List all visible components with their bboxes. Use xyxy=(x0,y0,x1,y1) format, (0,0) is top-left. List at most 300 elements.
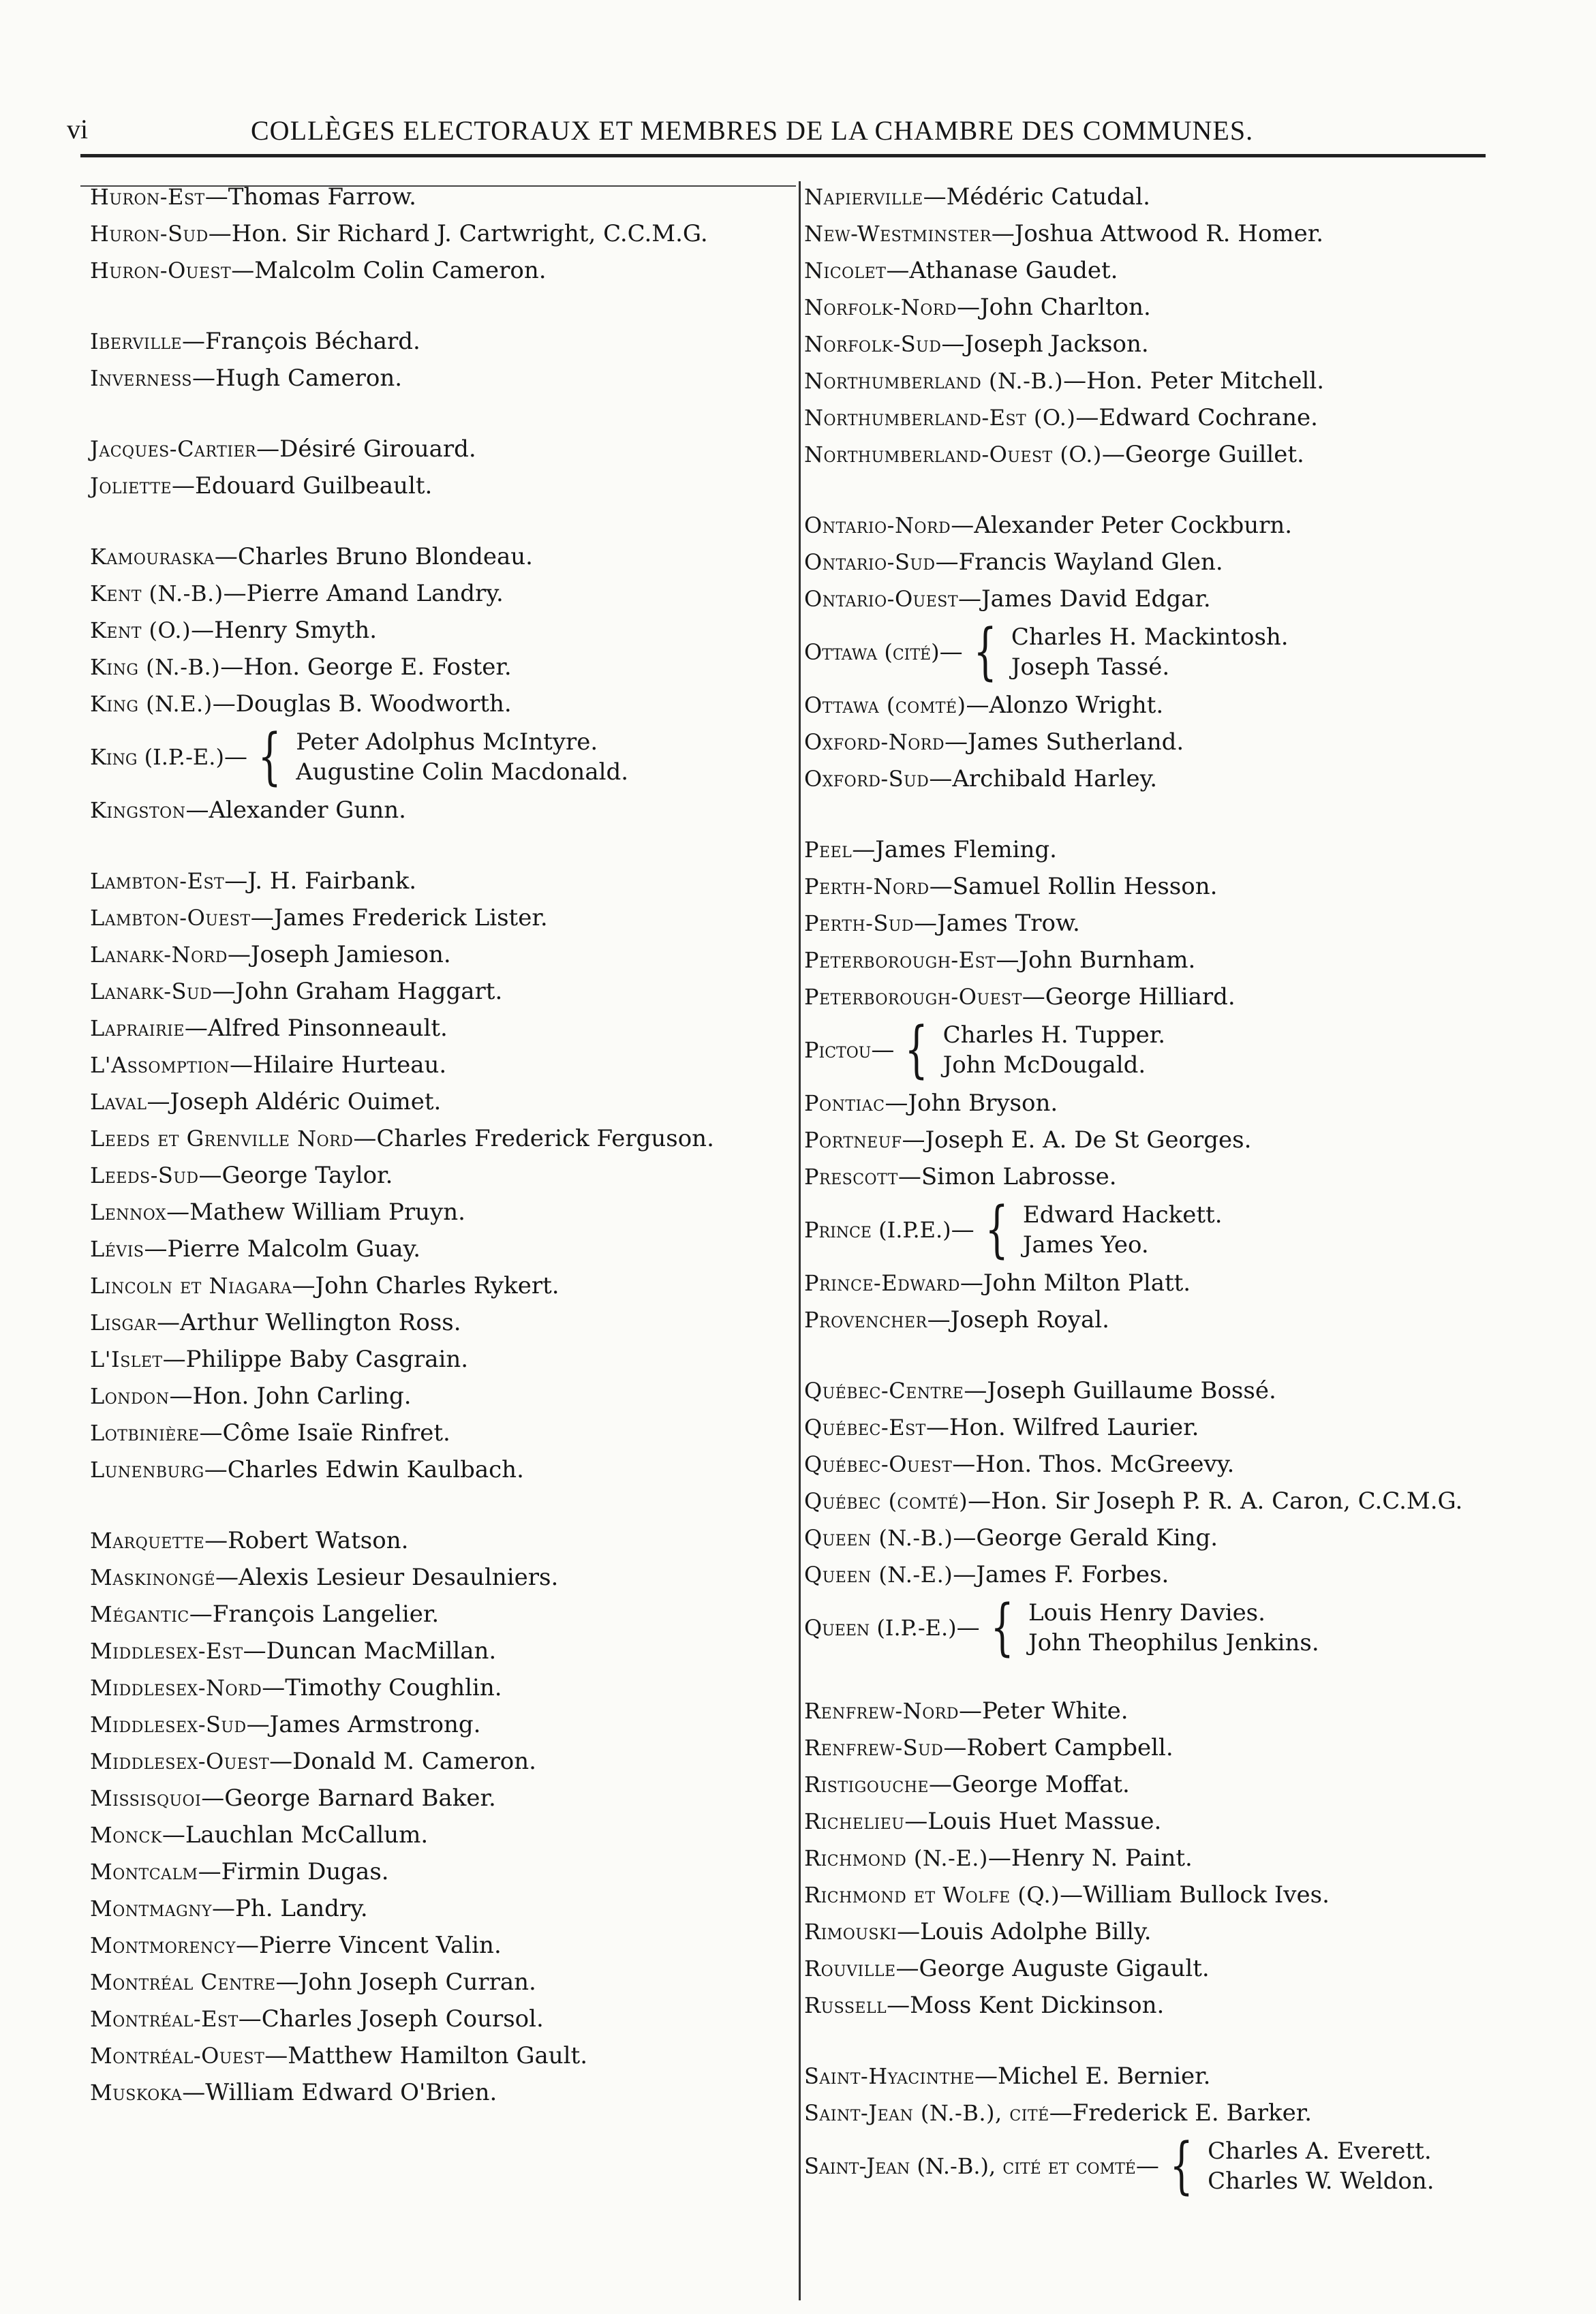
constituency-name: Queen (I.P.-E.) xyxy=(804,1615,957,1641)
member-name: Lauchlan McCallum. xyxy=(185,1821,429,1849)
running-title: COLLÈGES ELECTORAUX ET MEMBRES DE LA CHAMBRE DES COMMUNES. xyxy=(251,115,1254,146)
member-name: Simon Labrosse. xyxy=(921,1163,1117,1190)
letter-group xyxy=(804,179,1554,473)
member-name: Côme Isaïe Rinfret. xyxy=(222,1419,450,1447)
constituency-name: Maskinongé xyxy=(90,1564,216,1590)
member-name: Louis Huet Massue. xyxy=(927,1808,1162,1835)
dash-separator xyxy=(185,797,209,824)
dash-separator xyxy=(228,941,251,968)
brace: { xyxy=(904,1014,929,1085)
brace: { xyxy=(258,721,281,792)
constituency-name: Prince-Edward xyxy=(804,1270,960,1296)
constituency-name: Québec (comté) xyxy=(804,1488,968,1514)
constituency-entry xyxy=(804,1519,1554,1556)
constituency-name: Kent (O.) xyxy=(90,617,191,643)
constituency-name: Rouville xyxy=(804,1956,896,1981)
member-names xyxy=(1023,1200,1223,1260)
constituency-entry xyxy=(804,831,1554,868)
page-number: vi xyxy=(67,114,89,144)
dash-separator xyxy=(964,1377,987,1404)
dash-separator xyxy=(243,1637,266,1665)
dash-separator xyxy=(163,1346,186,1373)
dash-separator xyxy=(951,512,974,539)
constituency-entry xyxy=(804,905,1554,942)
member-name: Archibald Harley. xyxy=(952,765,1158,792)
member-name: Augustine Colin Macdonald. xyxy=(296,758,629,786)
constituency-name: Leeds et Grenville Nord xyxy=(90,1126,354,1152)
constituency-name: Saint-Hyacinthe xyxy=(804,2063,975,2089)
member-name: James Yeo. xyxy=(1022,1231,1149,1259)
dash-separator xyxy=(952,1451,975,1478)
constituency-entry xyxy=(90,1780,785,1817)
dash-separator xyxy=(1102,441,1125,468)
member-name: François Béchard. xyxy=(205,328,420,355)
constituency-entry xyxy=(90,1194,785,1231)
constituency-entry xyxy=(90,973,785,1010)
dash-separator: — xyxy=(956,1614,980,1641)
dash-separator xyxy=(199,1162,222,1189)
constituency-entry xyxy=(90,1304,785,1341)
constituency-entry xyxy=(90,792,785,829)
constituency-name: Laval xyxy=(90,1089,147,1115)
constituency-name: Leeds-Sud xyxy=(90,1162,199,1188)
constituency-entry xyxy=(90,1267,785,1304)
letter-group xyxy=(804,1372,1554,1663)
dash-separator xyxy=(162,1821,185,1849)
member-name: Hon. George E. Foster. xyxy=(243,653,512,681)
member-name: Hon. Wilfred Laurier. xyxy=(949,1414,1199,1441)
constituency-name: Provencher xyxy=(804,1307,927,1333)
constituency-name: Ontario-Ouest xyxy=(804,586,959,612)
member-name: James Trow. xyxy=(937,910,1080,937)
dash-separator xyxy=(166,1199,189,1226)
constituency-name: L'Assomption xyxy=(90,1052,230,1078)
dash-separator xyxy=(256,435,279,463)
constituency-name: Lévis xyxy=(90,1236,144,1262)
dash-separator xyxy=(996,946,1019,974)
dash-separator xyxy=(231,257,254,284)
constituency-entry xyxy=(804,1122,1554,1158)
constituency-entry xyxy=(804,1913,1554,1950)
constituency-entry xyxy=(804,1729,1554,1766)
constituency-entry xyxy=(90,1964,785,2001)
dash-separator xyxy=(945,728,968,756)
constituency-entry xyxy=(804,1085,1554,1122)
constituency-name: Lisgar xyxy=(90,1310,157,1336)
member-name: Robert Watson. xyxy=(228,1527,409,1554)
dash-separator xyxy=(943,1734,966,1761)
brace: { xyxy=(1169,2130,1193,2202)
dash-separator xyxy=(220,653,243,681)
dash-separator xyxy=(958,585,981,613)
dash-separator xyxy=(992,220,1015,247)
dash-separator xyxy=(988,1845,1011,1872)
constituency-entry xyxy=(90,2001,785,2037)
constituency-name: Northumberland-Ouest (O.) xyxy=(804,442,1102,467)
constituency-name: Ontario-Nord xyxy=(804,512,951,538)
member-name: James F. Forbes. xyxy=(976,1561,1169,1588)
constituency-name: Monck xyxy=(90,1822,162,1848)
member-name: Joseph E. A. De St Georges. xyxy=(925,1126,1252,1154)
dash-separator xyxy=(205,183,228,211)
constituency-name: Oxford-Nord xyxy=(804,729,945,755)
constituency-entry xyxy=(90,1157,785,1194)
constituency-entry xyxy=(804,544,1554,581)
member-name: Hugh Cameron. xyxy=(215,365,403,392)
constituency-name: Prescott xyxy=(804,1164,898,1190)
dash-separator xyxy=(887,1992,910,2019)
constituency-name: Iberville xyxy=(90,328,183,354)
member-name: Hon. Sir Richard J. Cartwright, C.C.M.G. xyxy=(231,220,708,247)
dash-separator xyxy=(204,1527,228,1554)
dash-separator: — xyxy=(224,743,247,771)
member-name: James Frederick Lister. xyxy=(273,904,548,931)
constituency-entry xyxy=(804,1483,1554,1519)
member-name: Philippe Baby Casgrain. xyxy=(185,1346,469,1373)
constituency-entry xyxy=(804,1301,1554,1338)
constituency-entry xyxy=(90,1890,785,1927)
letter-group xyxy=(90,863,785,1488)
constituency-entry xyxy=(90,899,785,936)
constituency-entry xyxy=(90,1743,785,1780)
member-name: Frederick E. Barker. xyxy=(1072,2099,1313,2127)
constituency-entry xyxy=(90,1120,785,1157)
constituency-entry xyxy=(804,581,1554,617)
member-name: Samuel Rollin Hesson. xyxy=(952,873,1218,900)
constituency-name: Joliette xyxy=(90,473,172,499)
dash-separator xyxy=(264,2042,288,2069)
member-name: Edward Hackett. xyxy=(1022,1201,1223,1229)
dash-separator xyxy=(247,1711,270,1738)
constituency-name: Marquette xyxy=(90,1528,205,1554)
constituency-entry xyxy=(90,1817,785,1853)
member-name: Moss Kent Dickinson. xyxy=(910,1992,1165,2019)
constituency-entry xyxy=(804,942,1554,978)
member-name: Edouard Guilbeault. xyxy=(195,472,433,499)
constituency-name: Inverness xyxy=(90,365,192,391)
constituency-entry xyxy=(804,1803,1554,1840)
constituency-name: L'Islet xyxy=(90,1346,163,1372)
member-name: George Hilliard. xyxy=(1045,983,1236,1011)
member-name: Arthur Wellington Ross. xyxy=(180,1309,461,1336)
constituency-entry xyxy=(804,2130,1554,2202)
member-name: Alexander Peter Cockburn. xyxy=(974,512,1293,539)
member-name: George Gerald King. xyxy=(976,1524,1218,1552)
constituency-name: Nicolet xyxy=(804,258,887,283)
dash-separator xyxy=(224,580,247,607)
constituency-name: Kent (N.-B.) xyxy=(90,581,224,606)
member-name: Peter White. xyxy=(981,1697,1129,1725)
member-name: Michel E. Bernier. xyxy=(998,2063,1211,2090)
constituency-name: Lunenburg xyxy=(90,1457,204,1483)
dash-separator xyxy=(904,1808,927,1835)
member-name: Charles H. Tupper. xyxy=(942,1021,1166,1049)
constituency-name: Lanark-Nord xyxy=(90,942,228,968)
constituency-name: Richmond et Wolfe (Q.) xyxy=(804,1882,1060,1908)
dash-separator: — xyxy=(939,638,963,666)
brace: { xyxy=(990,1592,1014,1663)
constituency-entry xyxy=(804,1766,1554,1803)
member-name: Thomas Farrow. xyxy=(228,183,416,211)
constituency-entry xyxy=(90,2037,785,2074)
dash-separator xyxy=(852,836,875,863)
constituency-name: Québec-Ouest xyxy=(804,1451,953,1477)
dash-separator xyxy=(926,1414,949,1441)
constituency-name: Oxford-Sud xyxy=(804,766,930,792)
dash-separator: — xyxy=(1135,2153,1159,2180)
constituency-entry xyxy=(90,538,785,575)
member-name: Athanase Gaudet. xyxy=(909,257,1118,284)
constituency-entry xyxy=(90,612,785,649)
dash-separator xyxy=(224,867,247,895)
constituency-entry xyxy=(804,724,1554,760)
member-name: Douglas B. Woodworth. xyxy=(235,690,512,718)
constituency-entry xyxy=(90,1522,785,1559)
dash-separator xyxy=(189,1601,213,1628)
dash-separator xyxy=(262,1674,285,1701)
dash-separator xyxy=(959,1697,982,1725)
constituency-name: Norfolk-Sud xyxy=(804,331,942,357)
constituency-entry xyxy=(90,1047,785,1083)
member-name: Alexis Lesieur Desaulniers. xyxy=(239,1564,559,1591)
letter-group xyxy=(90,179,785,289)
constituency-entry xyxy=(804,1556,1554,1593)
letter-group xyxy=(804,831,1554,1338)
member-name: George Moffat. xyxy=(951,1771,1130,1798)
dash-separator xyxy=(930,873,953,900)
constituency-entry xyxy=(90,649,785,685)
constituency-name: Montréal-Est xyxy=(90,2006,239,2032)
constituency-name: Missisquoi xyxy=(90,1785,202,1811)
constituency-entry xyxy=(90,431,785,467)
dash-separator xyxy=(966,692,989,719)
constituency-name: Middlesex-Ouest xyxy=(90,1748,270,1774)
dash-separator xyxy=(204,1456,228,1483)
constituency-entry xyxy=(804,2058,1554,2095)
brace: { xyxy=(973,616,997,688)
constituency-entry xyxy=(90,1559,785,1596)
constituency-name: Russell xyxy=(804,1992,887,2018)
member-name: Henry N. Paint. xyxy=(1011,1845,1193,1872)
constituency-name: Huron-Ouest xyxy=(90,258,232,283)
member-name: Henry Smyth. xyxy=(214,617,378,644)
constituency-name: New-Westminster xyxy=(804,221,992,247)
header-rule xyxy=(80,154,1486,157)
member-name: Louis Adolphe Billy. xyxy=(920,1918,1152,1945)
constituency-name: Pictou xyxy=(804,1037,872,1063)
constituency-entry xyxy=(90,863,785,899)
constituency-name: Montcalm xyxy=(90,1859,198,1885)
dash-separator xyxy=(936,549,959,576)
member-name: Joseph Aldéric Ouimet. xyxy=(170,1088,442,1115)
constituency-name: Mégantic xyxy=(90,1601,189,1627)
dash-separator xyxy=(1075,404,1099,431)
member-name: John Charlton. xyxy=(980,294,1151,321)
constituency-name: Laprairie xyxy=(90,1015,185,1041)
constituency-name: Lincoln et Niagara xyxy=(90,1273,292,1299)
member-name: Joseph Jackson. xyxy=(964,330,1149,358)
constituency-name: Middlesex-Nord xyxy=(90,1675,262,1701)
constituency-name: Renfrew-Sud xyxy=(804,1735,944,1761)
member-name: Peter Adolphus McIntyre. xyxy=(296,728,598,756)
dash-separator xyxy=(1049,2099,1073,2127)
dash-separator xyxy=(157,1309,180,1336)
member-name: John Graham Haggart. xyxy=(235,978,503,1005)
constituency-name: Montmagny xyxy=(90,1896,212,1922)
constituency-entry xyxy=(90,1706,785,1743)
member-name: William Bullock Ives. xyxy=(1083,1881,1330,1909)
constituency-name: Lanark-Sud xyxy=(90,978,213,1004)
dash-separator xyxy=(201,1785,224,1812)
constituency-entry xyxy=(90,1669,785,1706)
member-names xyxy=(1028,1598,1319,1658)
constituency-name: Kingston xyxy=(90,797,186,823)
constituency-entry xyxy=(90,1341,785,1378)
constituency-entry xyxy=(90,1633,785,1669)
dash-separator xyxy=(1022,983,1045,1011)
constituency-entry xyxy=(90,936,785,973)
constituency-entry xyxy=(804,1014,1554,1085)
member-name: Francis Wayland Glen. xyxy=(958,549,1223,576)
constituency-name: King (I.P.-E.) xyxy=(90,744,224,770)
constituency-name: Montréal Centre xyxy=(90,1969,276,1995)
member-name: George Auguste Gigault. xyxy=(919,1955,1210,1982)
dash-separator xyxy=(957,294,980,321)
constituency-name: Ontario-Sud xyxy=(804,549,936,575)
constituency-name: Prince (I.P.E.) xyxy=(804,1217,951,1243)
constituency-entry xyxy=(90,1378,785,1415)
dash-separator xyxy=(147,1088,170,1115)
member-names xyxy=(943,1020,1166,1080)
constituency-entry xyxy=(804,1693,1554,1729)
constituency-entry xyxy=(90,323,785,360)
dash-separator xyxy=(968,1487,991,1515)
constituency-name: King (N.-B.) xyxy=(90,654,221,680)
letter-group xyxy=(90,431,785,504)
constituency-name: Richmond (N.-E.) xyxy=(804,1845,988,1871)
constituency-entry xyxy=(90,1853,785,1890)
letter-group xyxy=(90,323,785,397)
constituency-entry xyxy=(90,721,785,792)
running-header xyxy=(67,113,1484,154)
constituency-name: Northumberland (N.-B.) xyxy=(804,368,1064,394)
constituency-entry xyxy=(90,360,785,397)
constituency-entry xyxy=(90,467,785,504)
constituency-entry xyxy=(804,760,1554,797)
constituency-entry xyxy=(804,215,1554,252)
member-name: James Sutherland. xyxy=(967,728,1184,756)
member-name: John McDougald. xyxy=(942,1051,1146,1079)
constituency-entry xyxy=(804,687,1554,724)
constituency-name: Northumberland-Est (O.) xyxy=(804,405,1076,431)
constituency-name: Richelieu xyxy=(804,1808,905,1834)
constituency-entry xyxy=(804,1158,1554,1195)
dash-separator xyxy=(236,1932,259,1959)
dash-separator xyxy=(209,220,232,247)
member-name: Désiré Girouard. xyxy=(279,435,476,463)
member-name: Pierre Malcolm Guay. xyxy=(167,1235,420,1263)
constituency-name: Ottawa (cité) xyxy=(804,639,940,665)
constituency-entry xyxy=(804,1877,1554,1913)
constituency-name: Saint-Jean (N.-B.), cité xyxy=(804,2100,1049,2126)
left-column xyxy=(90,179,785,2145)
brace: { xyxy=(985,1194,1009,1265)
member-name: Hon. Sir Joseph P. R. A. Caron, C.C.M.G. xyxy=(991,1487,1463,1515)
constituency-entry xyxy=(804,362,1554,399)
member-names xyxy=(296,727,628,787)
letter-group xyxy=(804,1693,1554,2024)
constituency-entry xyxy=(90,252,785,289)
constituency-entry xyxy=(90,575,785,612)
constituency-name: Québec-Est xyxy=(804,1415,926,1440)
member-name: Charles Joseph Coursol. xyxy=(261,2005,544,2033)
dash-separator xyxy=(927,1306,951,1333)
constituency-entry xyxy=(804,1987,1554,2024)
constituency-name: Muskoka xyxy=(90,2080,183,2105)
member-name: Joshua Attwood R. Homer. xyxy=(1014,220,1324,247)
constituency-name: Lambton-Est xyxy=(90,868,225,894)
dash-separator xyxy=(1063,367,1086,395)
member-name: John Bryson. xyxy=(908,1090,1058,1117)
constituency-name: Portneuf xyxy=(804,1127,902,1153)
member-name: Charles Frederick Ferguson. xyxy=(376,1125,714,1152)
constituency-entry xyxy=(90,1231,785,1267)
constituency-name: Middlesex-Est xyxy=(90,1638,243,1664)
constituency-name: Peterborough-Ouest xyxy=(804,984,1022,1010)
member-name: George Guillet. xyxy=(1124,441,1304,468)
dash-separator xyxy=(923,183,947,211)
constituency-name: Peel xyxy=(804,837,853,863)
constituency-entry xyxy=(90,179,785,215)
dash-separator xyxy=(212,978,235,1005)
member-name: Mathew William Pruyn. xyxy=(189,1199,465,1226)
constituency-entry xyxy=(804,326,1554,362)
member-name: Robert Campbell. xyxy=(966,1734,1173,1761)
dash-separator xyxy=(269,1748,292,1775)
member-name: James Fleming. xyxy=(875,836,1057,863)
member-name: William Edward O'Brien. xyxy=(205,2079,497,2106)
dash-separator xyxy=(185,1015,208,1042)
member-names xyxy=(1208,2136,1434,2196)
member-name: Timothy Coughlin. xyxy=(285,1674,502,1701)
dash-separator xyxy=(191,617,214,644)
member-name: George Taylor. xyxy=(221,1162,393,1189)
constituency-entry xyxy=(804,616,1554,688)
constituency-entry xyxy=(804,436,1554,473)
constituency-name: Middlesex-Sud xyxy=(90,1712,247,1738)
member-name: Charles W. Weldon. xyxy=(1208,2168,1434,2195)
dash-separator xyxy=(169,1383,192,1410)
constituency-entry xyxy=(90,1451,785,1488)
member-name: Edward Cochrane. xyxy=(1099,404,1318,431)
constituency-name: Queen (N.-B.) xyxy=(804,1525,953,1551)
constituency-name: Lennox xyxy=(90,1199,167,1225)
dash-separator xyxy=(192,365,215,392)
member-name: Hon. Thos. McGreevy. xyxy=(975,1451,1235,1478)
dash-separator xyxy=(914,910,937,937)
dash-separator xyxy=(144,1235,167,1263)
dash-separator xyxy=(975,2063,998,2090)
member-name: Firmin Dugas. xyxy=(221,1858,389,1885)
member-name: Charles Bruno Blondeau. xyxy=(237,543,533,570)
member-name: James Armstrong. xyxy=(269,1711,481,1738)
dash-separator xyxy=(929,1771,952,1798)
dash-separator xyxy=(213,690,236,718)
constituency-entry xyxy=(804,1840,1554,1877)
letter-group xyxy=(90,538,785,829)
constituency-name: Lambton-Ouest xyxy=(90,905,251,931)
member-name: John Theophilus Jenkins. xyxy=(1028,1629,1319,1656)
